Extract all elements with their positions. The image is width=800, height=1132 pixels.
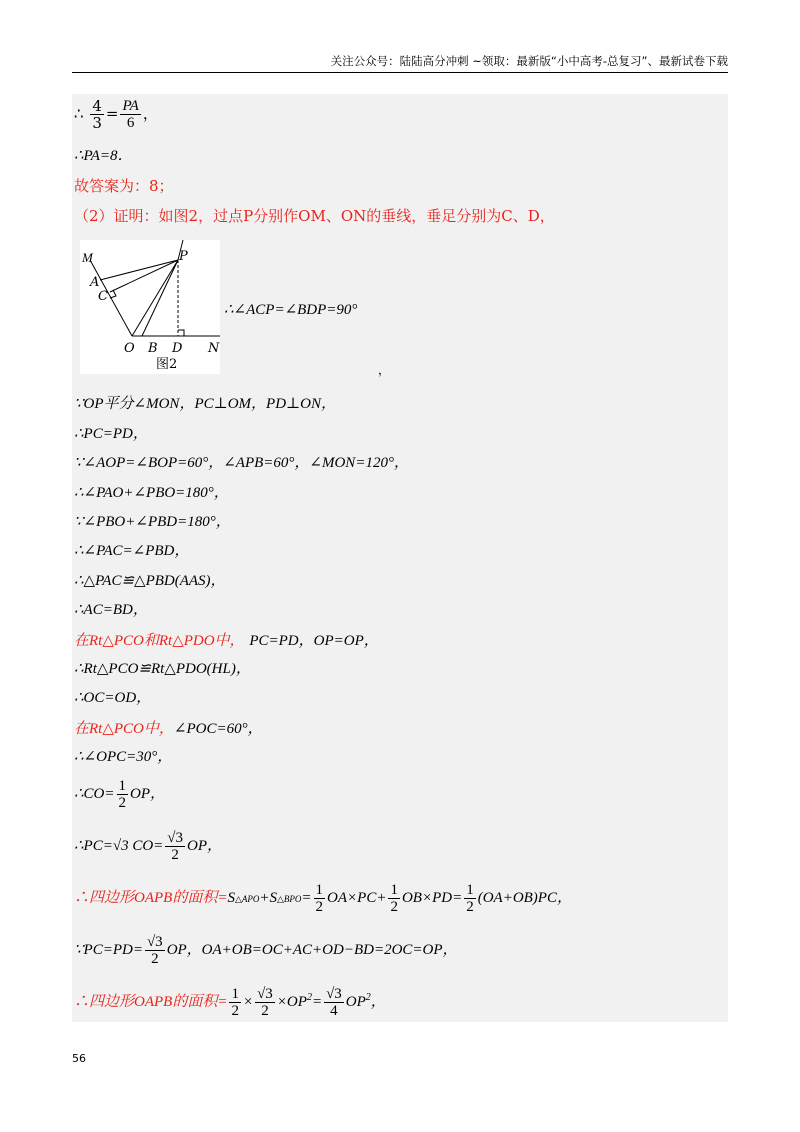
line-area1: ∴四边形OAPB的面积=S△APO+S△BPO= $\frac{1}{2}$ OA×PC+ $\frac{1}{2}$ OB×PD= $\frac{1}{2}$ (OA+OB)PC， <box>74 882 572 915</box>
line-area2: ∴四边形OAPB的面积= $\frac{1}{2}$ × $\frac{√3}{2}$ $\times OP^2=$ $\frac{√3}{4}$ $OP^2$， <box>74 986 386 1019</box>
line-sum2: ∵∠PBO+∠PBD=180°， <box>74 514 231 530</box>
solution-panel <box>72 94 728 1022</box>
proof-intro: （2）证明：如图2，过点P分别作OM、ON的垂线，垂足分别为C、D， <box>74 207 555 225</box>
label-n: N <box>208 341 220 356</box>
label-p: P <box>179 249 188 264</box>
label-o: O <box>124 341 135 356</box>
stray-comma: ， <box>378 363 391 377</box>
figure-caption: 图2 <box>156 357 178 372</box>
label-c: C <box>98 289 108 304</box>
line-right-angles: ∴∠ACP=∠BDP=90° <box>224 302 358 318</box>
line-congruent-hl: ∴Rt△PCO≌Rt△PDO(HL)， <box>74 661 251 677</box>
line-opc: ∴∠OPC=30°， <box>74 749 173 765</box>
line-co: ∴CO= $\frac{1}{2}$ OP， <box>74 778 166 811</box>
label-a: A <box>90 275 100 290</box>
line-rt-triangles: 在Rt△PCO和Rt△PDO中， PC=PD，OP=OP， <box>74 633 379 649</box>
line-pa: ∴PA=8． <box>74 148 133 164</box>
line-rt-pco: 在Rt△PCO中，∠POC=60°， <box>74 721 263 737</box>
line-sum1: ∴∠PAO+∠PBO=180°， <box>74 485 229 501</box>
geometry-figure <box>80 240 220 374</box>
line-oa-ob: ∵PC=PD= $\frac{√3}{2}$ OP，OA+OB=OC+AC+OD−BD=2OC=OP， <box>74 934 458 967</box>
line-ac-bd: ∴AC=BD， <box>74 602 148 618</box>
label-m: M <box>82 250 93 265</box>
page-number: 56 <box>72 1052 86 1065</box>
answer-line: 故答案为：8； <box>74 177 174 195</box>
page-header: 关注公众号：陆陆高分冲刺 ~领取：最新版“小中高考-总复习”、最新试卷下载 <box>72 50 728 73</box>
line-pc-pd: ∴PC=PD， <box>74 426 148 442</box>
line-pc: ∴PC=√3 CO= $\frac{√3}{2}$ OP， <box>74 830 223 863</box>
line-bisector: ∵OP平分∠MON，PC⊥OM，PD⊥ON， <box>74 396 336 412</box>
line-congruent-aas: ∴△PAC≌△PBD(AAS)， <box>74 573 226 589</box>
label-d: D <box>172 341 183 356</box>
label-b: B <box>148 341 158 356</box>
line-pac-pbd: ∴∠PAC=∠PBD， <box>74 543 190 559</box>
line-angles: ∵∠AOP=∠BOP=60°，∠APB=60°，∠MON=120°， <box>74 455 409 471</box>
line-ratio: ∴ $\frac{4}{3}$ = $\frac{PA}{6}$ ， <box>74 97 158 132</box>
line-oc-od: ∴OC=OD， <box>74 690 152 706</box>
